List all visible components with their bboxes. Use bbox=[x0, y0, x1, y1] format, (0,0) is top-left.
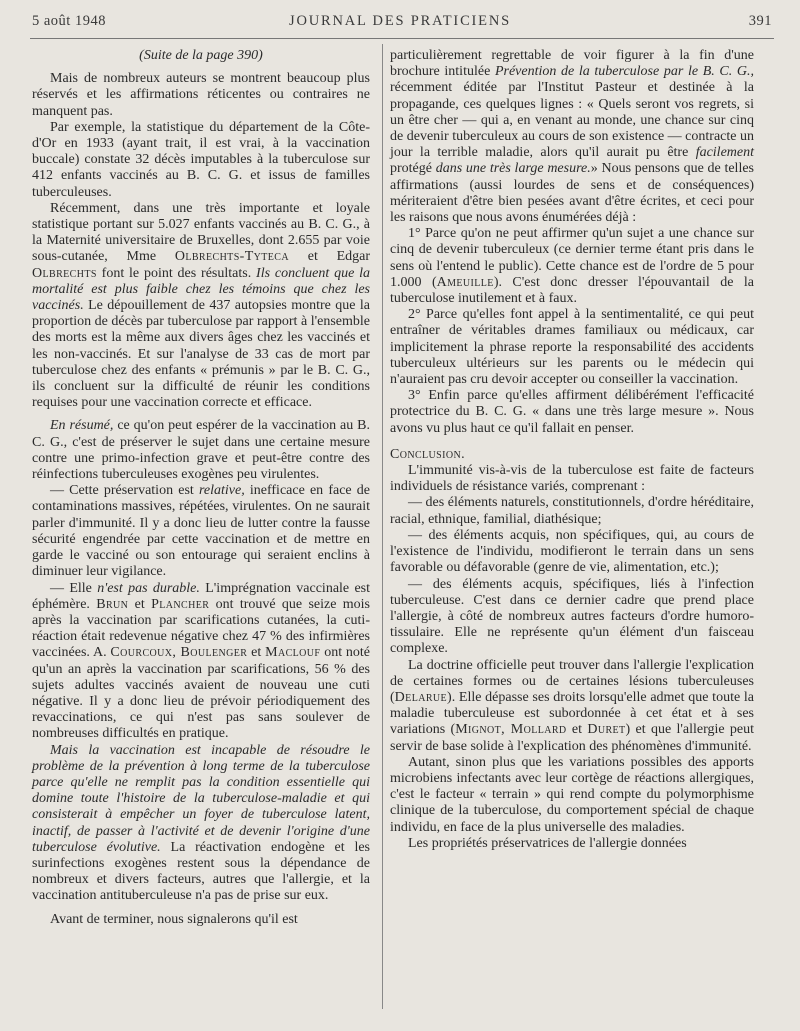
header-rule bbox=[30, 38, 774, 39]
list-item: 3° Enfin parce qu'elles affirment délibérément l'efficacité protectrice du B. C. G. « dans une très large mesure ». Nous avons vu plus haut ce qu'il fallait en penser. bbox=[390, 388, 754, 436]
list-item: — des éléments acquis, spécifiques, liés à l'infection tuberculeuse. C'est dans ce dernier cadre que prend place l'allergie, à côté de nombreux autres facteurs d'ordre humoro-tissulaire. Elle ne représente qu'un élément d'un faisceau complexe. bbox=[390, 576, 754, 657]
journal-title: JOURNAL DES PRATICIENS bbox=[289, 13, 511, 29]
list-item: 1° Parce qu'on ne peut affirmer qu'un sujet a une chance sur cinq de devenir tuberculeux (ce dernier terme étant pris dans le sens où l'entend le public). Cette chance est de l'ordre de 5 pour 1.000 (Ameuille). C'est donc dresser l'épouvantail de la tuberculose inutilement et à faux. bbox=[390, 226, 754, 307]
paragraph: Par exemple, la statistique du département de la Côte-d'Or en 1933 (ayant trait, il est vrai, à la vaccination buccale) constate 32 décès imputables à la tuberculose sur 412 enfants vaccinés au B. C. G. et issus de familles tuberculeuses. bbox=[32, 119, 370, 200]
page-header bbox=[0, 0, 800, 46]
paragraph: Avant de terminer, nous signalerons qu'il est bbox=[50, 911, 298, 927]
paragraph: Mais de nombreux auteurs se montrent beaucoup plus réservés et les affirmations réticentes ou contraires ne manquent pas. bbox=[32, 71, 370, 119]
paragraph: particulièrement regrettable de voir figurer à la fin d'une brochure intitulée Prévention de la tuberculose par le B. C. G., récemment éditée par l'Institut Pasteur et destinée à la propagande, ces quelques lignes : « Quels seront vos regrets, si un être cher — qui a, en venant au monde, une chance sur cinq de devenir tuberculeux au cours de son existence — contracte un jour la terrible maladie, alors qu'il aurait pu être facilement protégé dans une très large mesure.» Nous pensons que de telles affirmations (aussi lourdes de sens et de conséquences) mériteraient d'être bien pesées avant d'être écrites, et ceci pour les raisons que nous avons énumérées déjà : bbox=[390, 48, 755, 226]
list-item: — des éléments naturels, constitutionnels, d'ordre héréditaire, racial, ethnique, familial, diathésique; bbox=[390, 495, 754, 527]
right-column bbox=[390, 48, 754, 852]
paragraph: Récemment, dans une très importante et loyale statistique portant sur 5.027 enfants vaccinés au B. C. G., à la Maternité universitaire de Bruxelles, dont 2.655 par voie sous-cutanée, Mme Olbrechts-Tyteca et Edgar Olbrechts font le point des résultats. Ils concluent que la mortalité est plus faible chez les témoins que chez les vaccinés. Le dépouillement de 437 autopsies montre que la proportion de décès par tuberculose par rapport à l'ensemble des morts est la même aux divers âges chez les vaccinés et les non-vaccinés. Et sur l'analyse de 33 cas de mort par tuberculose chez des enfants « prémunis » par le B. C. G., ils concluent sur la difficulté de réunir les conditions requises pour une vaccination correcte et efficace. bbox=[32, 200, 371, 411]
paragraph: Les propriétés préservatrices de l'allergie données bbox=[408, 835, 687, 851]
list-item: — des éléments acquis, non spécifiques, qui, au cours de l'existence de l'individu, modifieront le terrain dans un sens favorable ou défavorable (genre de vie, alimentation, etc.); bbox=[390, 527, 754, 576]
paragraph: — Elle n'est pas durable. L'imprégnation vaccinale est éphémère. Brun et Plancher ont trouvé que seize mois après la vaccination par scarifications cutanées, la cuti-réaction était redevenue négative chez 47 % des infirmières vaccinées. A. Courcoux, Boulenger et Maclouf ont noté qu'un an après la vaccination par scarifications, 56 % des sujets adultes vaccinés avaient de nouveau une cuti négative. Il y a donc lieu de prévoir périodiquement des revaccinations, ce qui n'est pas sans soulever de nombreuses difficultés en pratique. bbox=[32, 580, 371, 742]
section-heading: Conclusion. bbox=[390, 446, 466, 462]
paragraph: Autant, sinon plus que les variations possibles des apports microbiens infectants avec leur cortège de réactions allergiques, c'est le facteur « terrain » qui rend compte du polymorphisme clinique de la tuberculose, du comportement spécial de chaque individu, en face de la plus universelle des maladies. bbox=[390, 754, 754, 835]
paragraph: En résumé, ce qu'on peut espérer de la vaccination au B. C. G., c'est de préserver le sujet dans une certaine mesure contre une primo-infection grave et peut-être contre des réinfections tuberculeuses exogènes peu virulentes. bbox=[32, 418, 370, 483]
paragraph: La doctrine officielle peut trouver dans l'allergie l'explication de certaines formes ou de certaines lésions tuberculeuses (Delarue). Elle dépasse ses droits lorsqu'elle admet que toute la maladie tuberculeuse est subordonnée à cet état et à ses variations (Mignot, Mollard et Duret) et que l'allergie peut servir de base solide à l'explication des phénomènes d'immunité. bbox=[390, 657, 755, 754]
paragraph: Mais la vaccination est incapable de résoudre le problème de la prévention à long terme de la tuberculose parce qu'elle ne remplit pas la condition essentielle qui domine toute l'histoire de la tuberculose-maladie et qui consisterait à empêcher un foyer de tuberculose latent, inactif, de passer à l'activité et de devenir l'origine d'une tuberculose évolutive. La réactivation endogène et les surinfections exogènes restent sous la dépendance de nombreux et divers facteurs, autres que l'allergie, et la vaccination antituberculeuse n'a pas de prise sur eux. bbox=[32, 742, 371, 904]
page-number: 391 bbox=[748, 13, 772, 29]
paragraph: L'immunité vis-à-vis de la tuberculose est faite de facteurs individuels de résistance variés, comprenant : bbox=[390, 463, 754, 495]
list-item: 2° Parce qu'elles font appel à la sentimentalité, ce qui peut entraîner de véritables drames familiaux ou médicaux, car implicitement la phrase reporte la responsabilité des accidents tuberculeux ultérieurs sur les parents ou le médecin qui n'auraient pas cru devoir accepter ou conseiller la vaccination. bbox=[390, 307, 754, 388]
issue-date: 5 août 1948 bbox=[32, 13, 106, 29]
column-divider bbox=[382, 44, 383, 1009]
left-column bbox=[32, 48, 370, 928]
continued-note: (Suite de la page 390) bbox=[139, 48, 263, 63]
paragraph: — Cette préservation est relative, inefficace en face de contaminations massives, répétées, virulentes. On ne saurait parler d'immunité. Il y a donc lieu de lutter contre la fausse sécurité engendrée par cette vaccination et de mettre en garde le vacciné ou son entourage qui seraient enclins à diminuer leur vigilance. bbox=[32, 483, 371, 580]
